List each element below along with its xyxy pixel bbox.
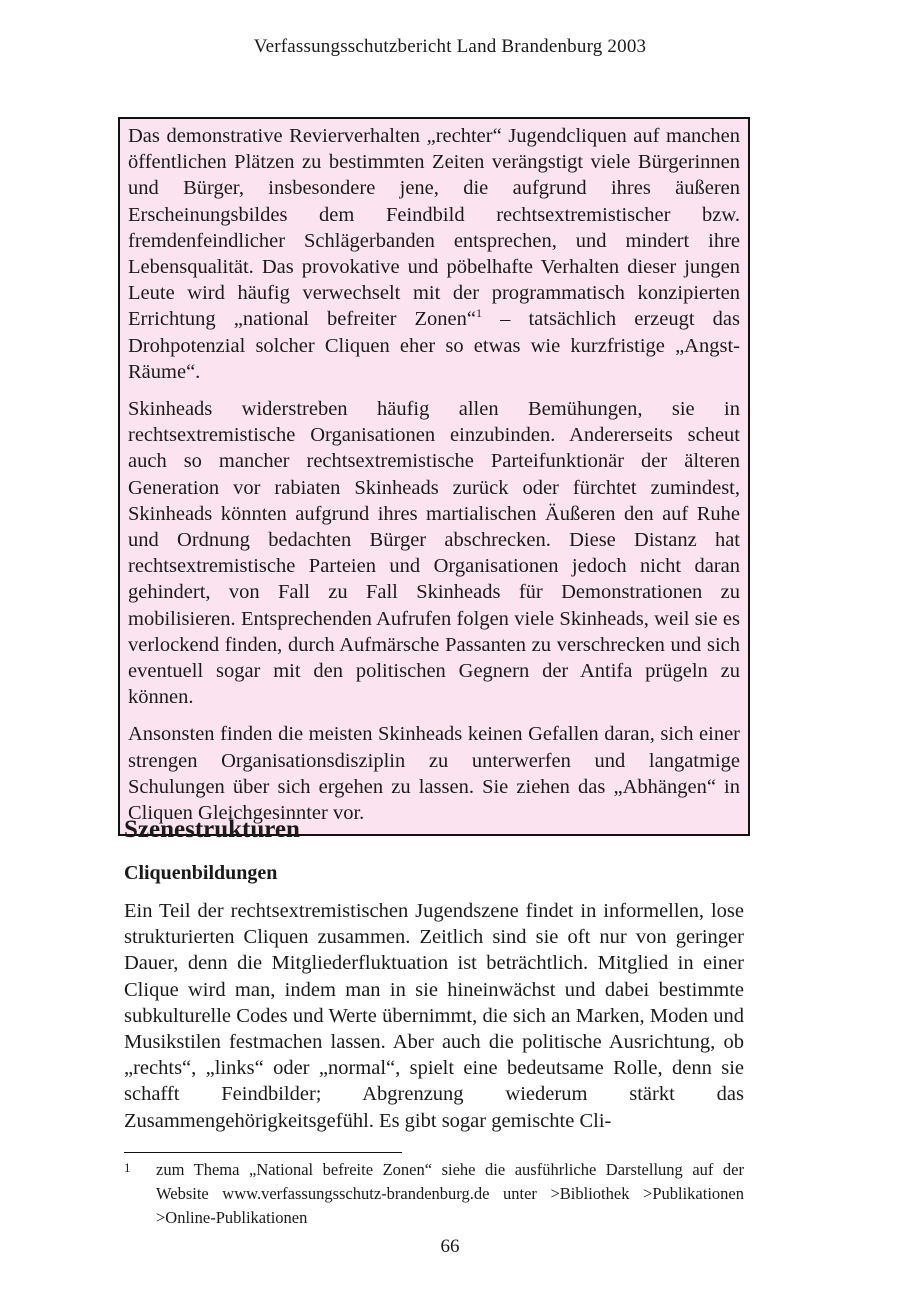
footnote-reference[interactable]: 1 <box>476 306 483 321</box>
footnote-divider <box>124 1152 402 1153</box>
box-paragraph-1 <box>128 123 740 385</box>
footnote-number: 1 <box>124 1160 131 1175</box>
box-paragraph-3: Ansonsten finden die meisten Skinheads keinen Gefallen daran, sich einer strengen Organisationsdisziplin zu unterwerfen und langatmige Schulungen über sich ergehen zu lassen. Sie ziehen das „Abhängen“ in Cliquen Gleichgesinnter vor. <box>128 723 740 825</box>
box-paragraph-2: Skinheads widerstreben häufig allen Bemühungen, sie in rechtsextremistische Organisationen einzubinden. Andererseits scheut auch so mancher rechtsextremistische Parteifunktionär der älteren Generation vor rabiaten Skinheads zurück oder fürchtet zumindest, Skinheads könnten aufgrund ihres martialischen Äußeren den auf Ruhe und Ordnung bedachten Bürger abschrecken. Diese Distanz hat rechtsextremistische Parteien und Organisationen jedoch nicht daran gehindert, von Fall zu Fall Skinheads für Demonstrationen zu mobilisieren. Entsprechenden Aufrufen folgen viele Skinheads, weil sie es verlockend finden, durch Aufmärsche Passanten zu verschrecken und sich eventuell sogar mit den politischen Gegnern der Antifa prügeln zu können. <box>128 398 740 709</box>
subsection-heading: Cliquenbildungen <box>124 862 278 884</box>
box-paragraph-1-continued: – tatsächlich erzeugt das Drohpotenzial solcher Cliquen eher so etwas wie kurzfristige „Angst-Räume“. <box>128 308 740 383</box>
page-number: 66 <box>440 1236 460 1257</box>
box-paragraph-1-text: Das demonstrative Revierverhalten „rechter“ Jugendcliquen auf manchen öffentlichen Plätzen zu bestimmten Zeiten verängstigt viele Bürgerinnen und Bürger, insbesondere jene, die aufgrund ihres äußeren Erscheinungsbildes dem Feindbild rechtsextremistischer bzw. fremdenfeindlicher Schlägerbanden entsprechen, und mindert ihre Lebensqualität. Das provokative und pöbelhafte Verhalten dieser jungen Leute wird häufig verwechselt mit der programmatisch konzipierten Errichtung „national befreiter Zonen“ <box>128 125 740 331</box>
footnote-text: zum Thema „National befreite Zonen“ siehe die ausführliche Darstellung auf der Website www.verfassungsschutz-brandenburg.de unter >Bibliothek >Publikationen >Online-Publikationen <box>156 1160 744 1227</box>
highlight-box <box>118 117 750 836</box>
footnote <box>124 1158 744 1230</box>
running-header: Verfassungsschutzbericht Land Brandenburg 2003 <box>253 36 647 57</box>
section-heading: Szenestrukturen <box>124 816 300 843</box>
body-paragraph: Ein Teil der rechtsextremistischen Jugendszene findet in informellen, lose strukturierten Cliquen zusammen. Zeitlich sind sie oft nur von geringer Dauer, denn die Mitgliederfluktuation ist beträchtlich. Mitglied in einer Clique wird man, indem man in sie hineinwächst und dabei bestimmte subkulturelle Codes und Werte übernimmt, die sich an Marken, Moden und Musikstilen festmachen lassen. Aber auch die politische Ausrichtung, ob „rechts“, „links“ oder „normal“, spielt eine bedeutsame Rolle, denn sie schafft Feindbilder; Abgrenzung wiederum stärkt das Zusammengehörigkeitsgefühl. Es gibt sogar gemischte Cli- <box>124 900 744 1132</box>
